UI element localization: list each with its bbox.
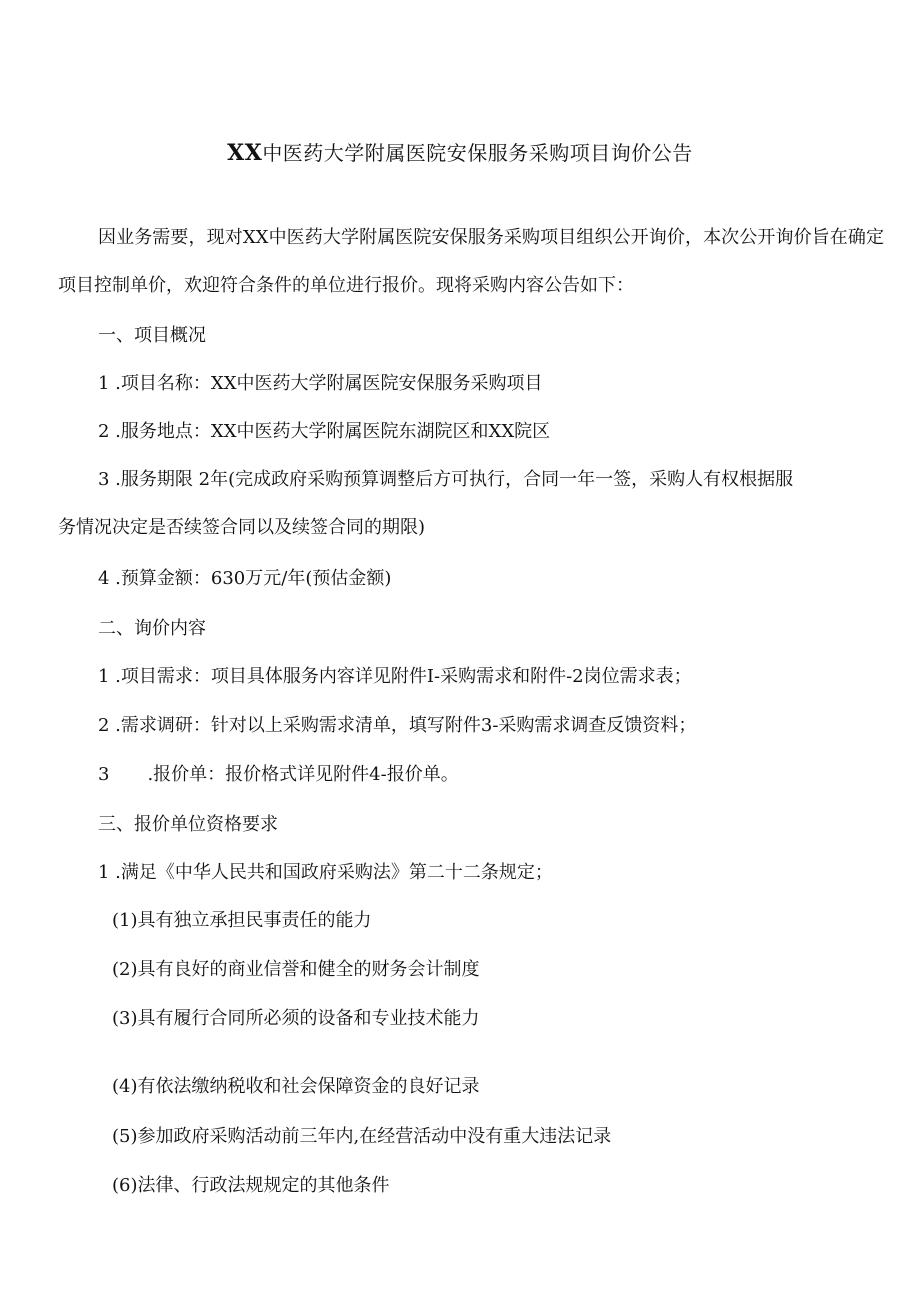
section3-sub-item-1: (1)具有独立承担民事责任的能力 bbox=[112, 910, 372, 931]
section1-item-3-line2: 务情况决定是否续签合同以及续签合同的期限) bbox=[58, 517, 426, 538]
section3-sub-item-6: (6)法律、行政法规规定的其他条件 bbox=[112, 1175, 390, 1196]
section3-sub-item-4: (4)有依法缴纳税收和社会保障资金的良好记录 bbox=[112, 1076, 480, 1097]
title-text: 中医药大学附属医院安保服务采购项目询价公告 bbox=[262, 141, 693, 165]
section2-item-2: 2 .需求调研：针对以上采购需求清单，填写附件3-采购需求调查反馈资料； bbox=[98, 715, 697, 736]
section3-sub-item-5: (5)参加政府采购活动前三年内,在经营活动中没有重大违法记录 bbox=[112, 1126, 612, 1147]
section2-item-3 bbox=[98, 760, 459, 790]
section2-heading: 二、询价内容 bbox=[98, 618, 206, 639]
section1-item-3-line1: 3 .服务期限 2年(完成政府采购预算调整后方可执行，合同一年一签，采购人有权根据服 bbox=[98, 469, 794, 490]
section3-heading: 三、报价单位资格要求 bbox=[98, 814, 278, 835]
section3-sub-item-3: (3)具有履行合同所必须的设备和专业技术能力 bbox=[112, 1008, 480, 1029]
section1-item-1: 1 .项目名称：XX中医药大学附属医院安保服务采购项目 bbox=[98, 373, 543, 394]
section3-item-1: 1 .满足《中华人民共和国政府采购法》第二十二条规定； bbox=[98, 862, 553, 883]
section1-heading: 一、项目概况 bbox=[98, 325, 206, 346]
title-prefix: XX bbox=[227, 140, 263, 166]
document-title bbox=[0, 137, 920, 169]
section2-item-3-number: 3 bbox=[98, 764, 110, 785]
section3-sub-item-2: (2)具有良好的商业信誉和健全的财务会计制度 bbox=[112, 959, 480, 980]
section1-item-4: 4 .预算金额：630万元/年(预估金额) bbox=[98, 568, 392, 589]
section1-item-2: 2 .服务地点：XX中医药大学附属医院东湖院区和XX院区 bbox=[98, 421, 551, 442]
section2-item-1: 1 .项目需求：项目具体服务内容详见附件I-采购需求和附件-2岗位需求表； bbox=[98, 666, 692, 687]
section2-item-3-text: .报价单：报价格式详见附件4-报价单。 bbox=[147, 764, 459, 785]
intro-paragraph: 因业务需要，现对XX中医药大学附属医院安保服务采购项目组织公开询价，本次公开询价旨在确定项目控制单价，欢迎符合条件的单位进行报价。现将采购内容公告如下： bbox=[58, 227, 884, 296]
